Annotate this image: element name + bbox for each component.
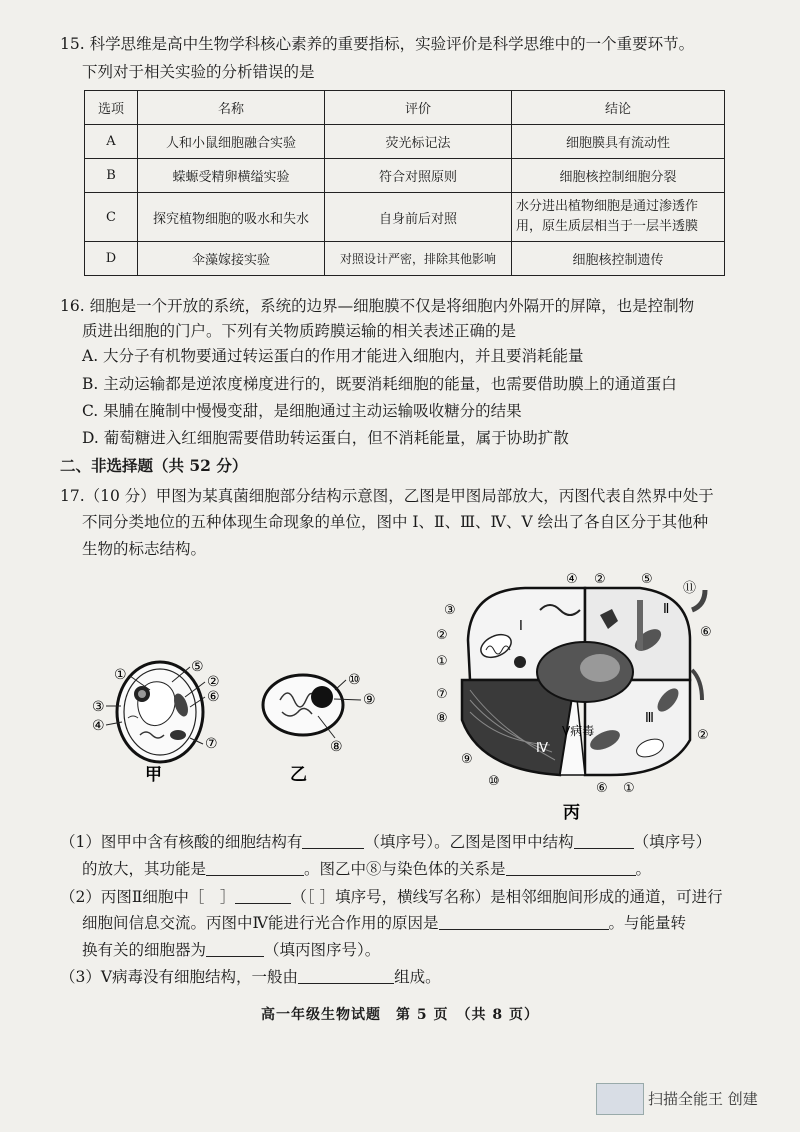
bing-label-3: ③ [444, 603, 456, 618]
bing-label-4: ④ [566, 572, 578, 587]
figure-bing-caption: 丙 [563, 803, 580, 820]
answer-blank[interactable] [302, 832, 364, 849]
bing-label-7: ⑦ [436, 687, 448, 702]
cell-line: 用，原生质层相当于一层半透膜 [516, 219, 699, 234]
virus-label: Ⅴ病毒 [562, 724, 595, 738]
figure-jia [92, 659, 220, 785]
figure-jia-caption: 甲 [145, 765, 162, 785]
roman-IV: Ⅳ [536, 741, 548, 756]
scanner-watermark [596, 1083, 792, 1115]
q17-sub2-text-a: （2）丙图Ⅱ细胞中［ ］ [60, 888, 236, 906]
q17-sub1-text-c: （填序号） [633, 833, 712, 851]
answer-blank[interactable] [206, 859, 304, 876]
bing-label-5: ⑤ [641, 572, 653, 587]
answer-blank[interactable] [574, 832, 634, 849]
bing-label-11: ⑪ [683, 581, 697, 596]
label-9: ⑨ [363, 692, 376, 708]
q15-table [84, 90, 725, 276]
answer-blank[interactable] [206, 940, 264, 957]
label-10: ⑩ [348, 672, 361, 688]
figure-bing [436, 572, 712, 820]
table-cell: 细胞核控制遗传 [512, 242, 725, 276]
answer-blank[interactable] [439, 913, 609, 930]
q17-stem-line1: 17.（10 分）甲图为某真菌细胞部分结构示意图，乙图是甲图局部放大，丙图代表自然界中处于 [60, 487, 714, 505]
q17-sub2-text-e: 换有关的细胞器为 [82, 941, 207, 959]
watermark-text: 扫描全能王 创建 [648, 1090, 758, 1108]
label-3: ③ [92, 699, 105, 715]
q17-sub1-text-a: （1）图甲中含有核酸的细胞结构有 [60, 833, 303, 851]
cell-figures [0, 565, 800, 820]
table-header: 结论 [512, 91, 725, 125]
table-cell: C [85, 193, 138, 242]
table-row [85, 125, 725, 159]
bing-label-2b: ② [436, 628, 448, 643]
bing-label-6b: ⑥ [596, 781, 608, 796]
roman-III: Ⅲ [645, 711, 654, 726]
scanner-logo-icon [596, 1083, 644, 1115]
bing-label-8: ⑧ [436, 711, 448, 726]
table-cell: B [85, 159, 138, 193]
table-cell: 探究植物细胞的吸水和失水 [138, 193, 325, 242]
table-cell: 细胞膜具有流动性 [512, 125, 725, 159]
bing-label-2: ② [594, 572, 606, 587]
bing-label-6: ⑥ [700, 625, 712, 640]
answer-blank[interactable] [506, 859, 636, 876]
q17-sub2-text-f: （填丙图序号）。 [264, 941, 381, 959]
q17-sub2-text-d: 。与能量转 [608, 914, 687, 932]
q17-sub1-line1 [60, 831, 711, 853]
answer-blank[interactable] [298, 967, 394, 984]
label-8: ⑧ [330, 739, 343, 755]
table-cell: 伞藻嫁接实验 [138, 242, 325, 276]
q17-sub1-text-e: 。图乙中⑧与染色体的关系是 [304, 860, 506, 878]
cell-line: 水分进出植物细胞是通过渗透作 [516, 199, 699, 214]
label-5: ⑤ [191, 659, 204, 675]
page-footer: 高一年级生物试题 第 5 页 （共 8 页） [261, 1007, 539, 1023]
table-row [85, 193, 725, 242]
q17-sub3-text-a: （3）Ⅴ病毒没有细胞结构，一般由 [60, 968, 299, 986]
table-cell: 荧光标记法 [325, 125, 512, 159]
table-header: 名称 [138, 91, 325, 125]
table-cell: 对照设计严密，排除其他影响 [325, 242, 512, 276]
roman-I: Ⅰ [519, 619, 523, 634]
table-cell: 人和小鼠细胞融合实验 [138, 125, 325, 159]
roman-II: Ⅱ [663, 602, 670, 617]
q16-option-a: A. 大分子有机物要通过转运蛋白的作用才能进入细胞内，并且要消耗能量 [82, 347, 584, 365]
label-1: ① [114, 667, 127, 683]
table-cell: 自身前后对照 [325, 193, 512, 242]
q16-option-b: B. 主动运输都是逆浓度梯度进行的，既要消耗细胞的能量，也需要借助膜上的通道蛋白 [82, 375, 677, 393]
table-cell: 细胞核控制细胞分裂 [512, 159, 725, 193]
q17-sub1-text-b: （填序号）。乙图是图甲中结构 [364, 833, 574, 851]
table-cell: 符合对照原则 [325, 159, 512, 193]
q17-sub2-text-c: 细胞间信息交流。丙图中Ⅳ能进行光合作用的原因是 [82, 914, 439, 932]
section-heading: 二、非选择题（共 52 分） [60, 456, 248, 475]
q16-stem-line2: 质进出细胞的门户。下列有关物质跨膜运输的相关表述正确的是 [82, 322, 517, 340]
q17-sub3 [60, 966, 441, 988]
q17-sub2-line3 [82, 939, 380, 961]
q16-option-d: D. 葡萄糖进入红细胞需要借助转运蛋白，但不消耗能量，属于协助扩散 [82, 429, 569, 447]
q17-sub3-text-b: 组成。 [394, 968, 441, 986]
bing-label-9: ⑨ [461, 752, 473, 767]
q15-stem-line2: 下列对于相关实验的分析错误的是 [82, 63, 315, 81]
bing-label-2c: ② [697, 728, 709, 743]
table-cell: D [85, 242, 138, 276]
table-row [85, 159, 725, 193]
q17-sub2-line1 [60, 886, 723, 908]
q17-sub2-line2 [82, 912, 686, 934]
q17-sub2-text-b: （［ ］填序号，横线写名称）是相邻细胞间形成的通道，可进行 [291, 888, 723, 906]
q16-stem-line1: 16. 细胞是一个开放的系统，系统的边界—细胞膜不仅是将细胞内外隔开的屏障，也是控制物 [60, 297, 695, 315]
q17-sub1-text-d: 的放大，其功能是 [82, 860, 207, 878]
q17-stem-line2: 不同分类地位的五种体现生命现象的单位，图中 Ⅰ、Ⅱ、Ⅲ、Ⅳ、Ⅴ 绘出了各自区分于其他种 [82, 513, 709, 531]
bing-label-1b: ① [623, 781, 635, 796]
figure-yi-caption: 乙 [290, 765, 307, 785]
q16-option-c: C. 果脯在腌制中慢慢变甜，是细胞通过主动运输吸收糖分的结果 [82, 402, 522, 420]
table-header: 评价 [325, 91, 512, 125]
label-6: ⑥ [207, 689, 220, 705]
label-2: ② [207, 674, 220, 690]
table-header-row [85, 91, 725, 125]
table-cell: A [85, 125, 138, 159]
answer-blank[interactable] [235, 887, 291, 904]
table-cell [512, 193, 725, 242]
q17-stem-line3: 生物的标志结构。 [82, 540, 207, 558]
label-4: ④ [92, 718, 105, 734]
figure-yi [263, 672, 376, 785]
q15-stem-line1: 15. 科学思维是高中生物学科核心素养的重要指标，实验评价是科学思维中的一个重要环节。 [60, 35, 695, 53]
table-header: 选项 [85, 91, 138, 125]
table-row [85, 242, 725, 276]
bing-label-10: ⑩ [488, 774, 500, 789]
table-cell: 蝾螈受精卵横缢实验 [138, 159, 325, 193]
label-7: ⑦ [205, 736, 218, 752]
bing-label-1: ① [436, 654, 448, 669]
q17-sub1-text-f: 。 [635, 860, 652, 878]
q17-sub1-line2 [82, 858, 651, 880]
